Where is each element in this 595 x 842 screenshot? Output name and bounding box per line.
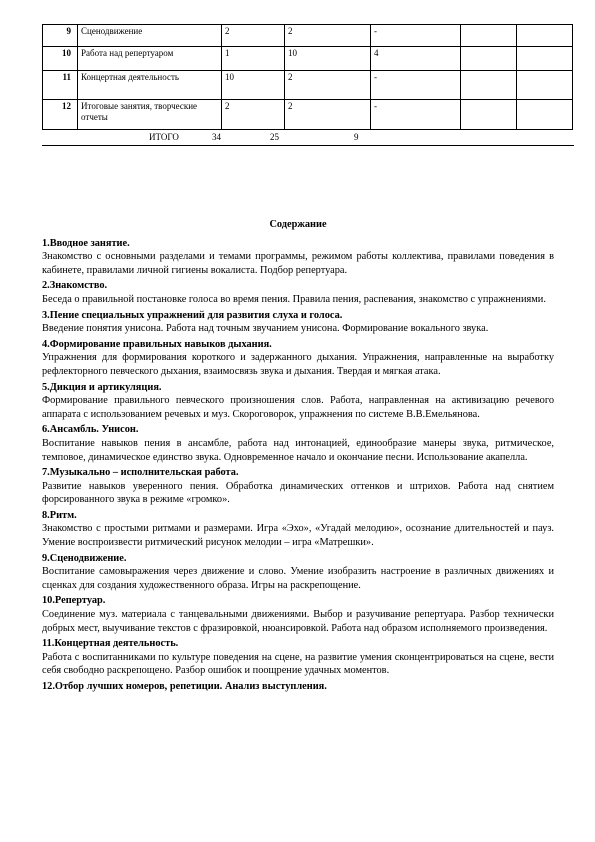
empty-cell xyxy=(517,47,573,71)
section-title: 7.Музыкально – исполнительская работа. xyxy=(42,467,239,479)
section-text: Воспитание самовыражения через движение и слово. Умение изобразить настроение в различных движениях и сценках для создания художественного образа. Игры на раскрепощение. xyxy=(42,566,554,591)
row-value: 1 xyxy=(222,47,285,71)
row-value: 10 xyxy=(285,47,371,71)
row-value: 2 xyxy=(285,100,371,130)
section-title: 12.Отбор лучших номеров, репетиции. Анализ выступления. xyxy=(42,681,327,692)
section-text: Формирование правильного певческого произношения слов. Работа, направленная на активизацию речевого аппарата с использованием речевых и муз. Скороговорок, упражнения по системе В.В.Емельянова. xyxy=(42,395,554,420)
row-value: 2 xyxy=(285,71,371,100)
row-value: - xyxy=(371,100,461,130)
section-title: 3.Пение специальных упражнений для развития слуха и голоса. xyxy=(42,309,343,321)
table-row xyxy=(43,71,573,100)
section-text: Развитие навыков уверенного пения. Обработка динамических оттенков и штрихов. Работа над снятием форсированного звука в режиме «громко». xyxy=(42,480,554,506)
section-text: Соединение муз. материала с танцевальными движениями. Выбор и разучивание репертуара. Разбор технически добрых мест, выучивание текстов с фразировкой, нюансировкой. Работа над образом исполняемого произведения. xyxy=(42,609,554,634)
content-heading: Содержание xyxy=(269,219,327,230)
content-item xyxy=(42,309,554,336)
content-item xyxy=(42,279,554,306)
empty-cell xyxy=(461,25,517,47)
section-title: 6.Ансамбль. Унисон. xyxy=(42,424,139,436)
section-text: Беседа о правильной постановке голоса во время пения. Правила пения, распевания, знакомство с упражнениями. xyxy=(42,293,546,305)
row-value: - xyxy=(371,25,461,47)
section-title: 5.Дикция и артикуляция. xyxy=(42,381,162,393)
section-title: 10.Репертуар. xyxy=(42,595,106,607)
empty-cell xyxy=(461,71,517,100)
empty-cell xyxy=(517,25,573,47)
table-row xyxy=(43,25,573,47)
section-title: 4.Формирование правильных навыков дыхания. xyxy=(42,338,272,350)
section-text: Упражнения для формирования короткого и задержанного дыхания. Упражнения, направленные на выработку рефлекторного певческого дыхания, взаимосвязь звука и дыхания. Твердая и мягкая атака. xyxy=(42,352,554,377)
section-text: Работа с воспитанниками по культуре поведения на сцене, на развитие умения сконцентрироваться на сцене, вести себя свободно раскрепощено. Разбор ошибок и поощрение удачных моментов. xyxy=(42,651,554,677)
section-title: 9.Сценодвижение. xyxy=(42,552,127,564)
row-name: Работа над репертуаром xyxy=(78,47,222,71)
row-value: - xyxy=(371,71,461,100)
table-row xyxy=(43,47,573,71)
row-number: 11 xyxy=(43,71,78,100)
table-total-row xyxy=(42,131,574,146)
section-text: Знакомство с простыми ритмами и размерами. Игра «Эхо», «Угадай мелодию», осознание длительностей и пауз. Умение воспроизвести ритмический рисунок мелодии – игра «Матрешки». xyxy=(42,523,554,549)
row-number: 9 xyxy=(43,25,78,47)
total-value: 9 xyxy=(354,132,359,142)
total-label: ИТОГО xyxy=(149,132,179,142)
row-name: Итоговые занятия, творческие отчеты xyxy=(78,100,222,130)
table-row xyxy=(43,100,573,130)
row-name: Сценодвижение xyxy=(78,25,222,47)
row-value: 4 xyxy=(371,47,461,71)
row-number: 10 xyxy=(43,47,78,71)
row-value: 2 xyxy=(285,25,371,47)
empty-cell xyxy=(517,71,573,100)
content-item xyxy=(42,466,554,507)
section-title: 11.Концертная деятельность. xyxy=(42,638,179,650)
content-item xyxy=(42,338,554,379)
section-text: Знакомство с основными разделами и темами программы, режимом работы коллектива, правилами поведения в кабинете, правилами личной гигиены вокалиста. Подбор репертуара. xyxy=(42,251,554,276)
row-value: 2 xyxy=(222,25,285,47)
content-item xyxy=(42,509,554,550)
row-value: 2 xyxy=(222,100,285,130)
content-item xyxy=(42,552,554,593)
total-value: 34 xyxy=(212,132,221,142)
section-text: Воспитание навыков пения в ансамбле, работа над интонацией, единообразие манеры звука, ритмическое, темповое, динамическое единство звука. Одновременное начало и окончание песни. Использование акапелла. xyxy=(42,437,554,463)
sections-list xyxy=(42,237,554,694)
content-item xyxy=(42,423,554,464)
section-title: 1.Вводное занятие. xyxy=(42,237,130,249)
row-value: 10 xyxy=(222,71,285,100)
total-value: 25 xyxy=(270,132,279,142)
content-section xyxy=(42,218,554,694)
section-text: Введение понятия унисона. Работа над точным звучанием унисона. Формирование вокального звука. xyxy=(42,323,489,335)
content-item xyxy=(42,237,554,278)
empty-cell xyxy=(461,100,517,130)
curriculum-table xyxy=(42,24,573,130)
content-item xyxy=(42,381,554,422)
row-number: 12 xyxy=(43,100,78,130)
section-title: 2.Знакомство. xyxy=(42,280,108,292)
content-item xyxy=(42,680,554,694)
empty-cell xyxy=(461,47,517,71)
row-name: Концертная деятельность xyxy=(78,71,222,100)
content-item xyxy=(42,594,554,635)
section-title: 8.Ритм. xyxy=(42,509,77,521)
content-item xyxy=(42,637,554,678)
empty-cell xyxy=(517,100,573,130)
